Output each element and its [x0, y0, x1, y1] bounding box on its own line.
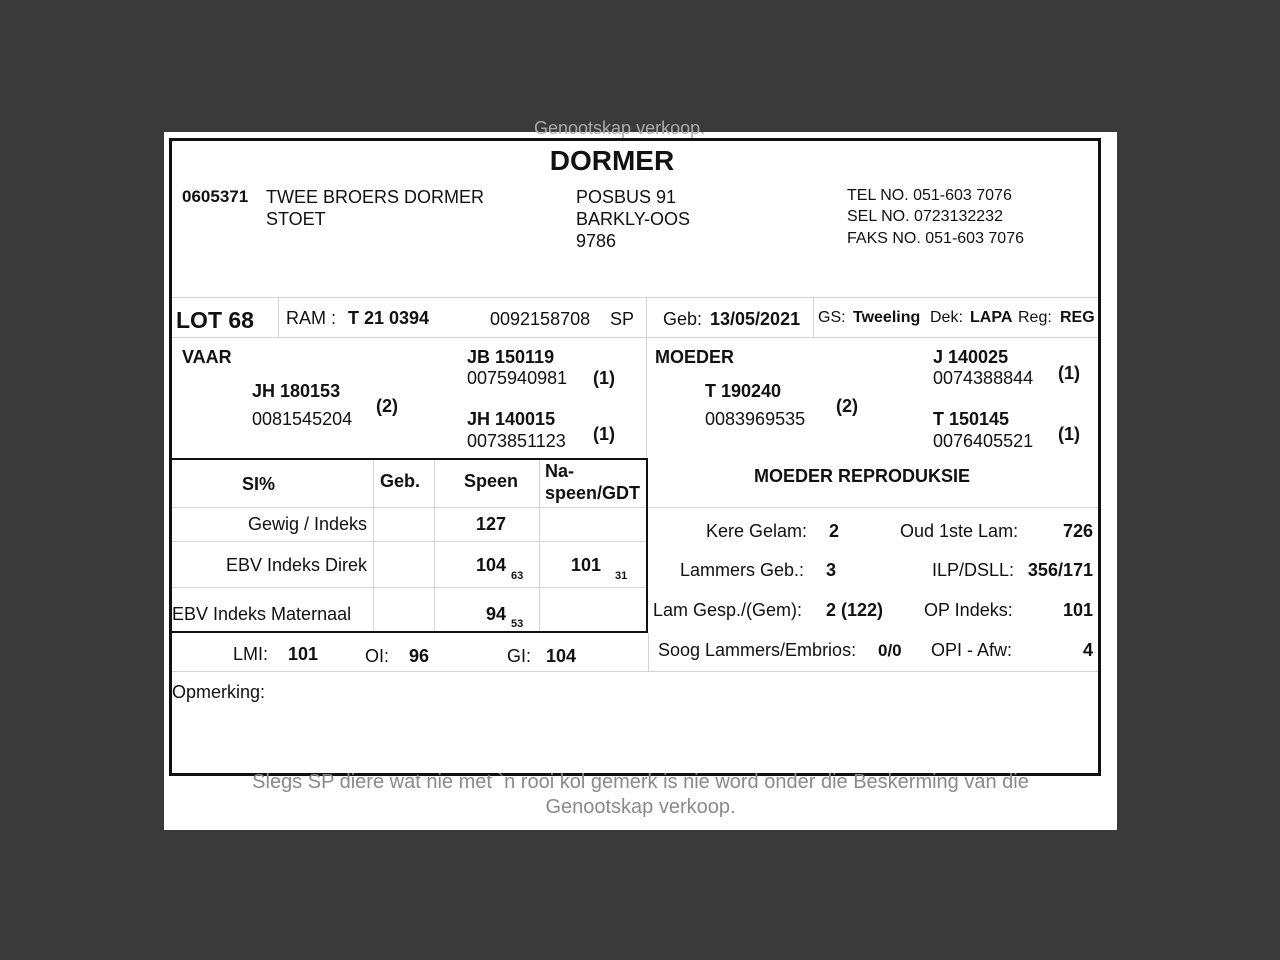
gi-label: GI: [507, 646, 532, 666]
footer-note-line1: Slegs SP diere wat nie met `n rooi kol gemerk is nie word onder die Beskerming van die [252, 771, 1029, 793]
birth-date: 13/05/2021 [710, 309, 801, 329]
si-header: SI% [242, 474, 276, 494]
divider [373, 459, 374, 633]
table-border [172, 631, 648, 633]
sel-number: SEL NO. 0723132232 [847, 208, 1003, 225]
reproduction-title: MOEDER REPRODUKSIE [754, 466, 971, 486]
dam-dam-id: T 150145 [933, 409, 1010, 429]
breeder-name-line1: TWEE BROERS DORMER [266, 187, 485, 207]
divider [648, 633, 649, 671]
soog-lammers-label: Soog Lammers/Embrios: [658, 640, 857, 660]
divider [434, 459, 435, 633]
kere-gelam-value: 2 [829, 521, 840, 541]
ghost-text: Genootskap verkoop. [534, 118, 706, 138]
table-border [646, 458, 648, 633]
divider [172, 671, 1098, 672]
dam-label: MOEDER [655, 347, 735, 367]
ram-id: T 21 0394 [348, 308, 430, 328]
naspeen-header-line1: Na- [545, 461, 575, 481]
speen-direk-accuracy: 63 [511, 570, 524, 582]
divider [172, 541, 646, 542]
reg-number: 0092158708 [490, 309, 591, 329]
sire-label: VAAR [182, 347, 232, 367]
opi-afw-label: OPI - Afw: [931, 640, 1013, 660]
dam-sire-number: 0074388844 [933, 368, 1034, 388]
remarks-label: Opmerking: [172, 682, 266, 702]
row-label-gewig: Gewig / Indeks [247, 514, 367, 534]
dam-dam-number: 0076405521 [933, 431, 1034, 451]
oud-1ste-lam-label: Oud 1ste Lam: [900, 521, 1019, 541]
dam-number: 0083969535 [705, 409, 806, 429]
soog-lammers-value: 0/0 [878, 641, 902, 660]
row-label-ebv-maternaal: EBV Indeks Maternaal [172, 604, 352, 624]
gi-value: 104 [546, 646, 577, 666]
dek-value: LAPA [970, 309, 1013, 326]
gs-value: Tweeling [853, 309, 921, 326]
lammers-geb-label: Lammers Geb.: [680, 560, 805, 580]
breed-title: DORMER [549, 145, 675, 176]
lammers-geb-value: 3 [826, 560, 837, 580]
sire-sire-count: (1) [593, 368, 615, 388]
divider [172, 507, 646, 508]
sire-sire-number: 0075940981 [467, 368, 568, 388]
naspeen-direk-accuracy: 31 [615, 570, 628, 582]
speen-gewig-value: 127 [476, 514, 507, 534]
speen-header: Speen [464, 471, 519, 491]
ram-label: RAM : [286, 308, 337, 328]
divider [648, 507, 1098, 508]
op-indeks-value: 101 [1062, 600, 1093, 620]
dek-label: Dek: [930, 309, 963, 326]
speen-maternaal-accuracy: 53 [511, 618, 524, 630]
sire-dam-count: (1) [593, 424, 615, 444]
sire-dam-id: JH 140015 [467, 409, 556, 429]
lmi-label: LMI: [233, 644, 269, 664]
lam-gesp-value: 2 (122) [826, 600, 884, 620]
geb-header: Geb. [380, 471, 421, 491]
gs-label: GS: [818, 309, 846, 326]
birth-label: Geb: [663, 309, 703, 329]
ilp-dsll-value: 356/171 [1027, 560, 1093, 580]
sale-catalogue-page [164, 118, 1117, 830]
naspeen-header-line2: speen/GDT [545, 483, 641, 503]
address-line3: 9786 [576, 231, 617, 251]
reg-label: Reg: [1018, 309, 1052, 326]
reg-value: REG [1060, 309, 1095, 326]
sire-number: 0081545204 [252, 409, 353, 429]
ilp-dsll-label: ILP/DSLL: [932, 560, 1015, 580]
tel-number: TEL NO. 051-603 7076 [847, 187, 1012, 204]
sire-id: JH 180153 [252, 381, 341, 401]
lot-number: LOT 68 [176, 307, 254, 333]
dam-count: (2) [836, 396, 858, 416]
lot-card [169, 138, 1101, 776]
address-line2: BARKLY-OOS [576, 209, 691, 229]
opi-afw-value: 4 [1082, 640, 1093, 660]
footer-note-line2: Genootskap verkoop. [545, 796, 736, 818]
oi-label: OI: [365, 646, 390, 666]
op-indeks-label: OP Indeks: [924, 600, 1013, 620]
kere-gelam-label: Kere Gelam: [706, 521, 808, 541]
naspeen-direk-value: 101 [571, 555, 602, 575]
lam-gesp-label: Lam Gesp./(Gem): [653, 600, 803, 620]
sire-dam-number: 0073851123 [467, 431, 566, 451]
dam-id: T 190240 [705, 381, 782, 401]
address-line1: POSBUS 91 [576, 187, 677, 207]
oi-value: 96 [409, 646, 430, 666]
divider [813, 297, 814, 337]
sire-sire-id: JB 150119 [467, 347, 555, 367]
dam-sire-count: (1) [1058, 363, 1080, 383]
dam-dam-count: (1) [1058, 424, 1080, 444]
oud-1ste-lam-value: 726 [1062, 521, 1093, 541]
divider [646, 297, 647, 459]
faks-number: FAKS NO. 051-603 7076 [847, 230, 1024, 247]
sp-flag: SP [610, 309, 635, 329]
speen-direk-value: 104 [476, 555, 507, 575]
divider [278, 297, 279, 337]
table-border [172, 458, 648, 460]
row-label-ebv-direk: EBV Indeks Direk [225, 555, 367, 575]
divider [172, 337, 1098, 338]
breeder-name-line2: STOET [266, 209, 326, 229]
speen-maternaal-value: 94 [486, 604, 507, 624]
lmi-value: 101 [288, 644, 319, 664]
divider [172, 587, 646, 588]
divider [172, 297, 1098, 298]
divider [539, 459, 540, 633]
sire-count: (2) [376, 396, 398, 416]
breeder-number: 0605371 [182, 187, 249, 206]
dam-sire-id: J 140025 [933, 347, 1009, 367]
